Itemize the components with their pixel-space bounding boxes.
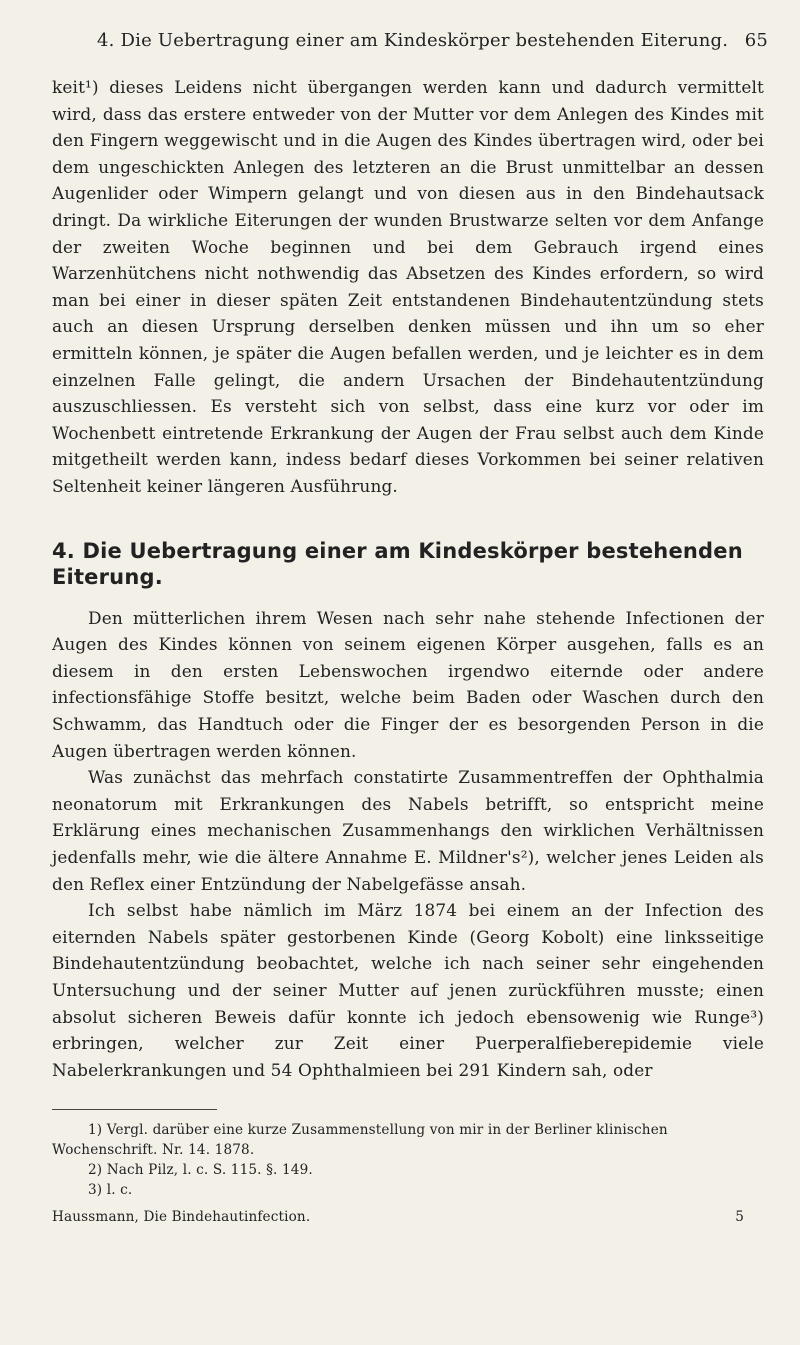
- footer-citation: Haussmann, Die Bindehautinfection.: [52, 1209, 311, 1226]
- signature-mark: 5: [735, 1209, 744, 1226]
- paragraph: Was zunächst das mehrfach constatirte Zusammentreffen der Ophthalmia neonatorum mit Erkrankungen des Nabels betrifft, so entspricht meine Erklärung eines mechanischen Zusammenhangs den wirklichen Verhältnissen jedenfalls mehr, wie die ältere Annahme E. Mildner's²), welcher jenes Leiden als den Reflex einer Entzündung der Nabelgefässe ansah.: [52, 767, 764, 894]
- page-body: [52, 74, 764, 1231]
- running-head-title: 4. Die Uebertragung einer am Kindeskörper bestehenden Eiterung.: [97, 30, 729, 51]
- section-heading: 4. Die Uebertragung einer am Kindeskörper bestehenden Eiterung.: [52, 538, 743, 590]
- footnote: 3) l. c.: [88, 1182, 133, 1199]
- page-footer: [52, 1204, 764, 1231]
- page-number: 65: [744, 30, 768, 51]
- paragraph-continuation: keit¹) dieses Leidens nicht übergangen werden kann und dadurch vermittelt wird, dass das erstere entweder von der Mutter vor dem Anlegen des Kindes mit den Fingern weggewischt und in die Augen des Kindes übertragen wird, oder bei dem ungeschickten Anlegen des letzteren an die Brust unmittelbar an dessen Augenlider oder Wimpern gelangt und von diesen aus in den Bindehautsack dringt. Da wirkliche Eiterungen der wunden Brustwarze selten vor dem Anfange der zweiten Woche beginnen und bei dem Gebrauch irgend eines Warzenhütchens nicht nothwendig das Absetzen des Kindes erfordern, so wird man bei einer in dieser späten Zeit entstandenen Bindehautentzündung stets auch an diesen Ursprung derselben denken müssen und ihn um so eher ermitteln können, je später die Augen befallen werden, und je leichter es in dem einzelnen Falle gelingt, die andern Ursachen der Bindehautentzündung auszuschliessen. Es versteht sich von selbst, dass eine kurz vor oder im Wochenbett eintretende Erkrankung der Augen der Frau selbst auch dem Kinde mitgetheilt werden kann, indess bedarf dieses Vorkommen bei seiner relativen Seltenheit keiner längeren Ausführung.: [52, 77, 764, 496]
- footnotes: [52, 1120, 764, 1200]
- paragraph: Ich selbst habe nämlich im März 1874 bei einem an der Infection des eiternden Nabels später gestorbenen Kinde (Georg Kobolt) eine linksseitige Bindehautentzündung beobachtet, welche ich nach seiner sehr eingehenden Untersuchung und der seiner Mutter auf jenen zurückführen musste; einen absolut sicheren Beweis dafür konnte ich jedoch ebensowenig wie Runge³) erbringen, welcher zur Zeit einer Puerperalfieberepidemie viele Nabelerkrankungen und 54 Ophthalmieen bei 291 Kindern sah, oder: [52, 900, 764, 1080]
- footnote: 1) Vergl. darüber eine kurze Zusammenstellung von mir in der Berliner klinischen Wochenschrift. Nr. 14. 1878.: [52, 1122, 668, 1159]
- footnote-rule: [52, 1109, 217, 1110]
- footnote: 2) Nach Pilz, l. c. S. 115. §. 149.: [88, 1162, 313, 1179]
- paragraph: Den mütterlichen ihrem Wesen nach sehr nahe stehende Infectionen der Augen des Kindes können von seinem eigenen Körper ausgehen, falls es an diesem in den ersten Lebenswochen irgendwo eiternde oder andere infectionsfähige Stoffe besitzt, welche beim Baden oder Waschen durch den Schwamm, das Handtuch oder die Finger der es besorgenden Person in die Augen übertragen werden können.: [52, 607, 764, 761]
